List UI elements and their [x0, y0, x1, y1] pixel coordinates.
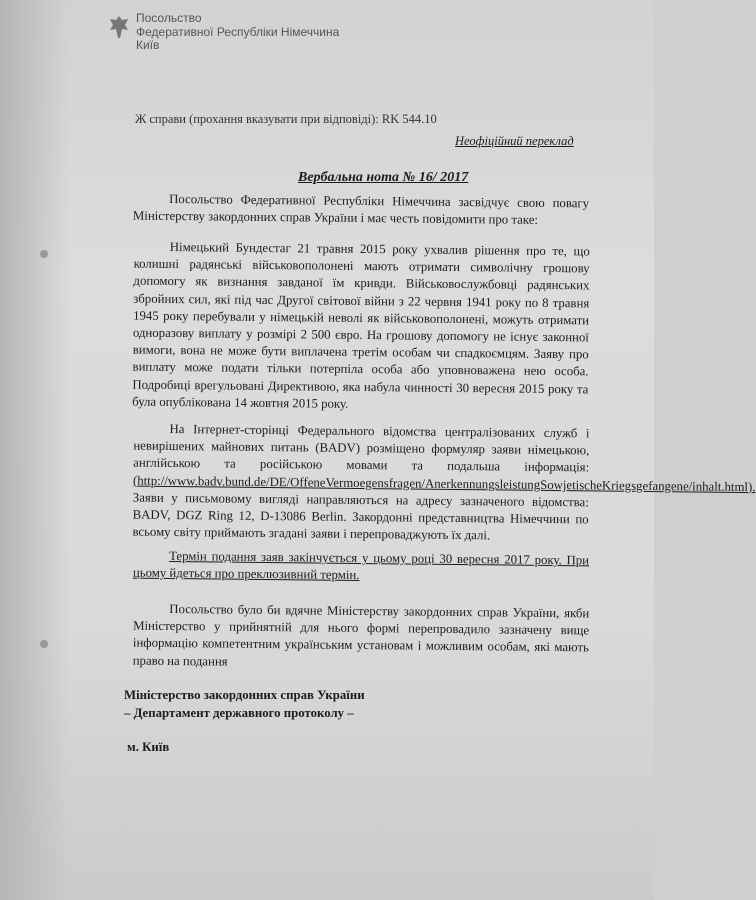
translation-note: Неофіційний переклад [455, 134, 574, 148]
eagle-emblem-icon [108, 14, 130, 40]
paragraph-text: Німецький Бундестаг 21 травня 2015 року ухвалив рішення про те, що колишні радянські військовополонені мають отримати символічну грошову допомогу як визнання завданої їм кривди. Військовослужбовці радянських збройних сил, які під час Другої світової війни з 22 червня 1941 року по 8 травня 1945 року перебували у німецькій неволі як військовополонені, можуть отримати одноразову виплату у розмірі 2 500 євро. На грошову допомогу не існує законної вимоги, вона не може бути виплачена третім особам чи спадкоємцям. Заяву про виплату може подати тільки потерпіла особа або уповноважена нею особа. Подробиці врегульовані Директивою, яка набула чинності 30 вересня 2015 року та була опублікована 14 жовтня 2015 року. [132, 239, 590, 411]
paragraph-text: Посольство було би вдячне Міністерству закордонних справ України, якби Міністерство у прийнятній для нього формі перепровадило зазначену вище інформацію компетентним українським установам і можливим особам, які мають право на подання [132, 601, 590, 669]
paragraph-intro [133, 191, 589, 230]
paragraph-text: Посольство Федеративної Республіки Німеччина засвідчує свою повагу Міністерству закордонних справ України і має честь повідомити про таке: [132, 191, 590, 228]
paragraph-text-part: На Інтернет-сторінці Федерального відомства централізованих служб і невирішених майнових питань (BADV) розміщено формуляр заяви німецькою, англійською та російською мовами та подальша інформація: [133, 421, 590, 475]
letterhead-line: Посольство [136, 11, 202, 25]
punch-hole [40, 640, 48, 648]
addressee-line: – Департамент державного протоколу – [124, 706, 354, 720]
paragraph-request [133, 601, 590, 675]
letterhead-text [136, 12, 339, 53]
paragraph-deadline [133, 548, 589, 587]
paragraph-badv [132, 421, 756, 546]
reference-number: Ж справи (прохання вказувати при відповіді): RK 544.10 [135, 112, 437, 126]
city-name: м. Київ [127, 740, 170, 754]
letterhead-line: Київ [136, 38, 160, 52]
letterhead-line: Федеративної Республіки Німеччина [136, 24, 340, 39]
paragraph-bundestag [132, 239, 590, 416]
punch-hole [40, 250, 48, 258]
paragraph-text-part: Заяви у письмовому вигляді направляються на адресу зазначеного відомства: BADV, DGZ Ring 12, D-13086 Berlin. Закордонні представництва Німеччини по всьому світу приймають згадані заяви і перепроваджують їх далі. [132, 490, 589, 543]
deadline-text: Термін подання заяв закінчується у цьому році 30 вересня 2017 року. При цьому йдеться про преклюзивний термін. [132, 548, 590, 583]
paragraph-text [132, 421, 756, 546]
document-title: Вербальна нота № 16/ 2017 [298, 170, 469, 185]
badv-link[interactable]: (http://www.badv.bund.de/DE/OffeneVermoegensfragen/AnerkennungsleistungSowjetischeKriegsgefangene/inhalt.html). [132, 473, 756, 494]
addressee-block [124, 686, 365, 722]
addressee-line: Міністерство закордонних справ України [124, 688, 365, 702]
scan-shadow [0, 0, 70, 900]
